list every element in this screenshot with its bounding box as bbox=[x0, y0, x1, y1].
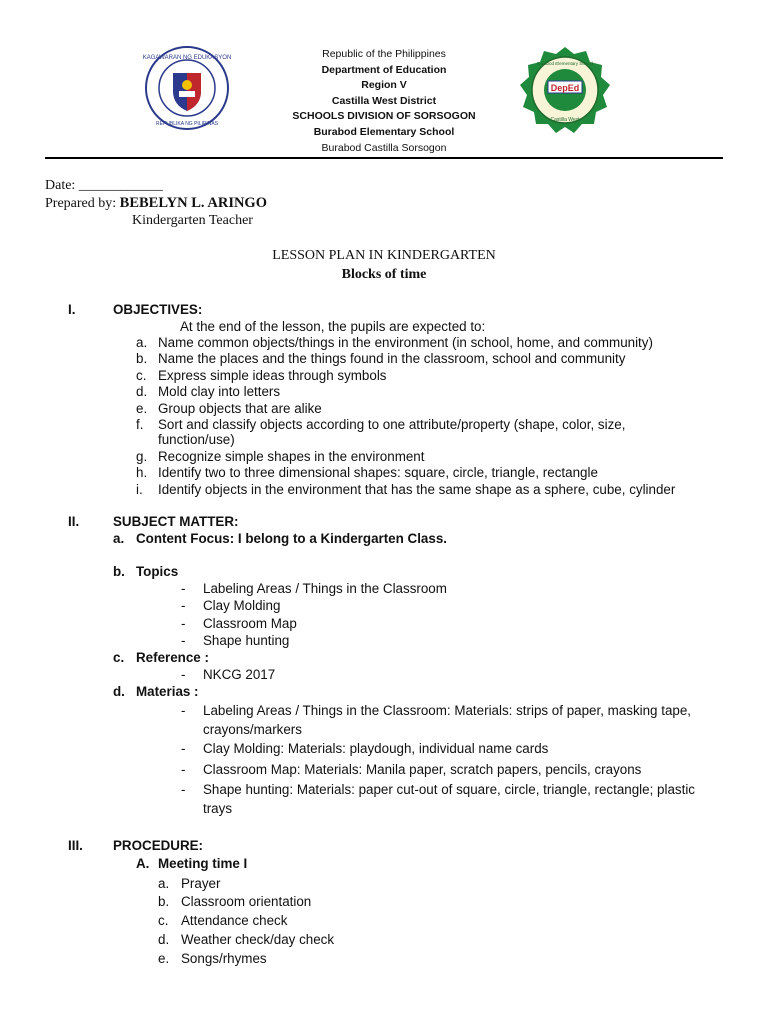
objectives-intro: At the end of the lesson, the pupils are expected to: bbox=[180, 319, 486, 334]
materials-heading: Materias : bbox=[136, 684, 199, 699]
left-seal-text-bottom: REPUBLIKA NG PILIPINAS bbox=[156, 121, 218, 127]
teacher-name: BEBELYN L. ARINGO bbox=[119, 195, 267, 211]
material-item: Shape hunting: Materials: paper cut-out of square, circle, triangle, rectangle; plastic bbox=[203, 782, 696, 797]
objective-text: Identify objects in the environment that has the same shape as a sphere, cube, cylinder bbox=[158, 482, 676, 497]
dash: - bbox=[181, 741, 186, 756]
objective-text: Name the places and the things found in the classroom, school and community bbox=[158, 351, 626, 366]
dash: - bbox=[181, 703, 186, 718]
header-school: Burabod Elementary School bbox=[313, 125, 455, 138]
content-focus-label: a. bbox=[113, 531, 125, 546]
prepared-by-label: Prepared by: bbox=[45, 196, 117, 211]
teacher-role: Kindergarten Teacher bbox=[132, 213, 253, 228]
subject-matter-numeral: II. bbox=[68, 514, 80, 529]
prepared-by-line bbox=[45, 195, 267, 212]
procedure-item-label: c. bbox=[158, 913, 169, 928]
materials-label: d. bbox=[113, 684, 125, 699]
objective-text: Express simple ideas through symbols bbox=[158, 368, 387, 383]
objective-label: h. bbox=[136, 465, 148, 480]
left-seal-text-top: KAGAWARAN NG EDUKASYON bbox=[143, 55, 231, 61]
school-seal-logo bbox=[518, 45, 612, 135]
dash: - bbox=[181, 782, 186, 797]
material-item-continued: crayons/markers bbox=[203, 722, 302, 737]
material-item: Clay Molding: Materials: playdough, individual name cards bbox=[203, 741, 549, 756]
topic-item: Shape hunting bbox=[203, 633, 290, 648]
objective-label: i. bbox=[136, 482, 143, 497]
date-blank: ____________ bbox=[78, 178, 163, 193]
objective-text: Name common objects/things in the environment (in school, home, and community) bbox=[158, 335, 653, 350]
reference-heading: Reference : bbox=[136, 650, 209, 665]
lesson-title: LESSON PLAN IN KINDERGARTEN bbox=[272, 248, 496, 263]
topics-heading: Topics bbox=[136, 564, 179, 579]
dash: - bbox=[181, 762, 186, 777]
content-focus-text: Content Focus: I belong to a Kindergarten Class. bbox=[136, 531, 447, 546]
procedure-item: Prayer bbox=[181, 876, 221, 891]
header-republic: Republic of the Philippines bbox=[322, 48, 446, 60]
material-item: Labeling Areas / Things in the Classroom: Materials: strips of paper, masking tape, bbox=[203, 703, 692, 718]
procedure-numeral: III. bbox=[68, 838, 83, 853]
objective-label: c. bbox=[136, 368, 147, 383]
objective-text: Sort and classify objects according to one attribute/property (shape, color, size, bbox=[158, 417, 626, 432]
dash: - bbox=[181, 667, 186, 682]
right-seal-deped: DepEd bbox=[550, 83, 580, 93]
procedure-item: Songs/rhymes bbox=[181, 951, 267, 966]
reference-item: NKCG 2017 bbox=[203, 667, 276, 682]
right-seal-text-bottom: Castilla West bbox=[550, 117, 580, 123]
topic-item: Labeling Areas / Things in the Classroom bbox=[203, 581, 447, 596]
objectives-numeral: I. bbox=[68, 302, 76, 317]
objective-text: Identify two to three dimensional shapes: square, circle, triangle, rectangle bbox=[158, 465, 598, 480]
dash: - bbox=[181, 616, 186, 631]
material-item: Classroom Map: Materials: Manila paper, scratch papers, pencils, crayons bbox=[203, 762, 642, 777]
objective-label: g. bbox=[136, 449, 148, 464]
school-header bbox=[234, 47, 534, 156]
deped-seal-logo bbox=[143, 45, 231, 131]
procedure-item-label: e. bbox=[158, 951, 170, 966]
subject-matter-heading: SUBJECT MATTER: bbox=[113, 514, 239, 529]
objective-label: b. bbox=[136, 351, 148, 366]
objective-text: Group objects that are alike bbox=[158, 401, 322, 416]
procedure-item-label: d. bbox=[158, 932, 170, 947]
objective-label: f. bbox=[136, 417, 144, 432]
reference-label: c. bbox=[113, 650, 125, 665]
meeting-time-label: A. bbox=[136, 856, 150, 871]
objective-label: a. bbox=[136, 335, 148, 350]
material-item-continued: trays bbox=[203, 801, 233, 816]
dash: - bbox=[181, 581, 186, 596]
header-divider bbox=[45, 157, 723, 159]
meeting-time-heading: Meeting time I bbox=[158, 856, 248, 871]
topics-label: b. bbox=[113, 564, 125, 579]
date-line bbox=[45, 178, 163, 194]
procedure-item: Weather check/day check bbox=[181, 932, 335, 947]
objective-label: d. bbox=[136, 384, 148, 399]
objective-label: e. bbox=[136, 401, 148, 416]
date-label: Date: bbox=[45, 178, 76, 193]
topic-item: Classroom Map bbox=[203, 616, 297, 631]
topic-item: Clay Molding bbox=[203, 598, 281, 613]
objective-text: Mold clay into letters bbox=[158, 384, 281, 399]
dash: - bbox=[181, 598, 186, 613]
objective-text-continued: function/use) bbox=[158, 432, 235, 447]
right-seal-text-top: Burabod Elementary School bbox=[536, 61, 594, 66]
header-department: Department of Education bbox=[321, 63, 447, 76]
procedure-heading: PROCEDURE: bbox=[113, 838, 204, 853]
objectives-heading: OBJECTIVES: bbox=[113, 302, 203, 317]
header-address: Burabod Castilla Sorsogon bbox=[321, 141, 447, 154]
lesson-subtitle: Blocks of time bbox=[341, 267, 427, 282]
procedure-item: Attendance check bbox=[181, 913, 288, 928]
dash: - bbox=[181, 633, 186, 648]
procedure-item-label: b. bbox=[158, 894, 170, 909]
procedure-item-label: a. bbox=[158, 876, 170, 891]
header-division: SCHOOLS DIVISION OF SORSOGON bbox=[292, 110, 476, 123]
header-district: Castilla West District bbox=[331, 94, 437, 107]
header-region: Region V bbox=[361, 79, 407, 92]
objective-text: Recognize simple shapes in the environment bbox=[158, 449, 425, 464]
procedure-item: Classroom orientation bbox=[181, 894, 312, 909]
